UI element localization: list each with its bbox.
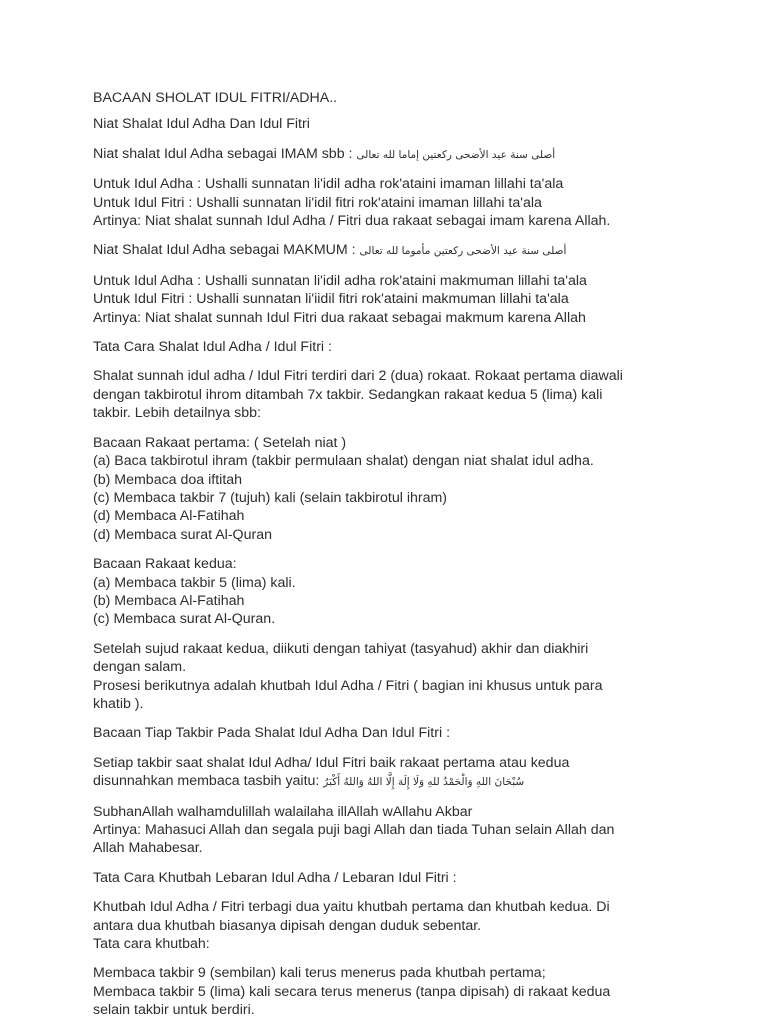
text-line: Untuk Idul Adha : Ushalli sunnatan li'idil adha rok'ataini makmuman lillahi ta'ala <box>93 272 587 289</box>
text-line: Khutbah Idul Adha / Fitri terbagi dua yaitu khutbah pertama dan khutbah kedua. Di <box>93 899 610 916</box>
text-line: Setiap takbir saat shalat Idul Adha/ Idul Fitri baik rakaat pertama atau kedua <box>93 754 570 771</box>
text-line: dengan takbirotul ihrom ditambah 7x takbir. Sedangkan rakaat kedua 5 (lima) kali <box>93 386 603 403</box>
text-line: Artinya: Mahasuci Allah dan segala puji bagi Allah dan tiada Tuhan selain Allah dan <box>93 822 615 838</box>
niat-makmum-lafaz <box>93 272 728 327</box>
list-item: (c) Membaca surat Al-Quran. <box>93 611 276 628</box>
list-item: (d) Membaca Al-Fatihah <box>93 508 245 525</box>
heading-tata-cara-shalat <box>93 338 728 356</box>
text-line: Artinya: Niat shalat sunnah Idul Adha / Fitri dua rakaat sebagai imam karena Allah. <box>93 213 611 230</box>
tasbih-text: disunnahkan membaca tasbih yaitu: <box>93 773 324 790</box>
list-item: (c) Membaca takbir 7 (tujuh) kali (selain takbirotul ihram) <box>93 489 448 506</box>
text-line: antara dua khutbah biasanya dipisah dengan duduk sebentar. <box>93 917 482 934</box>
niat-imam-text: Niat shalat Idul Adha sebagai IMAM sbb : <box>93 145 357 162</box>
heading-tata-cara-khutbah <box>93 869 728 887</box>
heading-text: Bacaan Tiap Takbir Pada Shalat Idul Adha Dan Idul Fitri : <box>93 725 451 742</box>
rakaat-pertama-list <box>93 434 728 544</box>
text-line: khatib ). <box>93 695 144 712</box>
text-line: Allah Mahabesar. <box>93 840 203 857</box>
document-title <box>93 89 728 107</box>
text-line: Membaca takbir 9 (sembilan) kali terus menerus pada khutbah pertama; <box>93 965 546 982</box>
heading-text: Tata Cara Shalat Idul Adha / Idul Fitri : <box>93 339 332 356</box>
text-line: Shalat sunnah idul adha / Idul Fitri terdiri dari 2 (dua) rokaat. Rokaat pertama diawali <box>93 368 623 385</box>
text-line: Tata cara khutbah: <box>93 936 210 953</box>
niat-makmum-arabic: أصلى سنة عيد الأضحى ركعتين مأموما لله تعالى <box>359 245 567 258</box>
text-line: selain takbir untuk berdiri. <box>93 1002 255 1019</box>
title-text: BACAAN SHOLAT IDUL FITRI/ADHA.. <box>93 90 338 106</box>
list-item: (a) Baca takbirotul ihram (takbir permulaan shalat) dengan niat shalat idul adha. <box>93 453 594 470</box>
heading-text: Niat Shalat Idul Adha Dan Idul Fitri <box>93 116 310 133</box>
text-line: Setelah sujud rakaat kedua, diikuti dengan tahiyat (tasyahud) akhir dan diakhiri <box>93 640 589 657</box>
list-item: (d) Membaca surat Al-Quran <box>93 526 272 543</box>
niat-imam-line <box>93 145 728 164</box>
niat-imam <box>93 145 728 164</box>
tasbih-line <box>93 772 728 791</box>
heading-niat <box>93 115 728 133</box>
list-item: (a) Membaca takbir 5 (lima) kali. <box>93 574 296 591</box>
text-line: Untuk Idul Fitri : Ushalli sunnatan li'idil fitri rok'ataini imaman lillahi ta'ala <box>93 194 542 211</box>
text-line: SubhanAllah walhamdulillah walailaha illAllah wAllahu Akbar <box>93 803 473 820</box>
list-item: (b) Membaca Al-Fatihah <box>93 592 245 609</box>
text-line: Prosesi berikutnya adalah khutbah Idul Adha / Fitri ( bagian ini khusus untuk para <box>93 677 603 694</box>
khutbah-takbir <box>93 964 728 1019</box>
text-line: Untuk Idul Fitri : Ushalli sunnatan li'iidil fitri rok'ataini makmuman lillahi ta'ala <box>93 291 569 308</box>
text-line: Membaca takbir 5 (lima) kali secara terus menerus (tanpa dipisah) di rakaat kedua <box>93 983 611 1000</box>
khutbah-description <box>93 898 728 953</box>
tasbih-arabic: سُبْحَانَ اللهِ وَالْحَمْدُ للهِ وَلَا إِلَهَ إِلَّا اللهُ وَاللهُ أَكْبَرُ <box>323 776 525 789</box>
niat-imam-lafaz <box>93 175 728 230</box>
setelah-sujud <box>93 640 728 714</box>
text-line: dengan salam. <box>93 659 187 676</box>
rakaat-kedua-list <box>93 555 728 629</box>
list-item: (b) Membaca doa iftitah <box>93 471 243 488</box>
list-item: Bacaan Rakaat kedua: <box>93 556 237 573</box>
niat-makmum-line <box>93 241 728 260</box>
list-item: Bacaan Rakaat pertama: ( Setelah niat ) <box>93 434 347 451</box>
tasbih <box>93 754 728 792</box>
heading-bacaan-takbir <box>93 724 728 742</box>
niat-makmum-text: Niat Shalat Idul Adha sebagai MAKMUM : <box>93 242 360 259</box>
text-line: Artinya: Niat shalat sunnah Idul Fitri dua rakaat sebagai makmum karena Allah <box>93 309 586 326</box>
shalat-description <box>93 367 728 422</box>
niat-imam-arabic: أصلى سنة عيد الأضحى ركعتين إماما لله تعالى <box>356 148 556 161</box>
text-line: takbir. Lebih detailnya sbb: <box>93 405 261 422</box>
tasbih-arti <box>93 803 728 858</box>
niat-makmum <box>93 241 728 260</box>
heading-text: Tata Cara Khutbah Lebaran Idul Adha / Lebaran Idul Fitri : <box>93 869 457 886</box>
text-line: Untuk Idul Adha : Ushalli sunnatan li'idil adha rok'ataini imaman lillahi ta'ala <box>93 176 564 193</box>
